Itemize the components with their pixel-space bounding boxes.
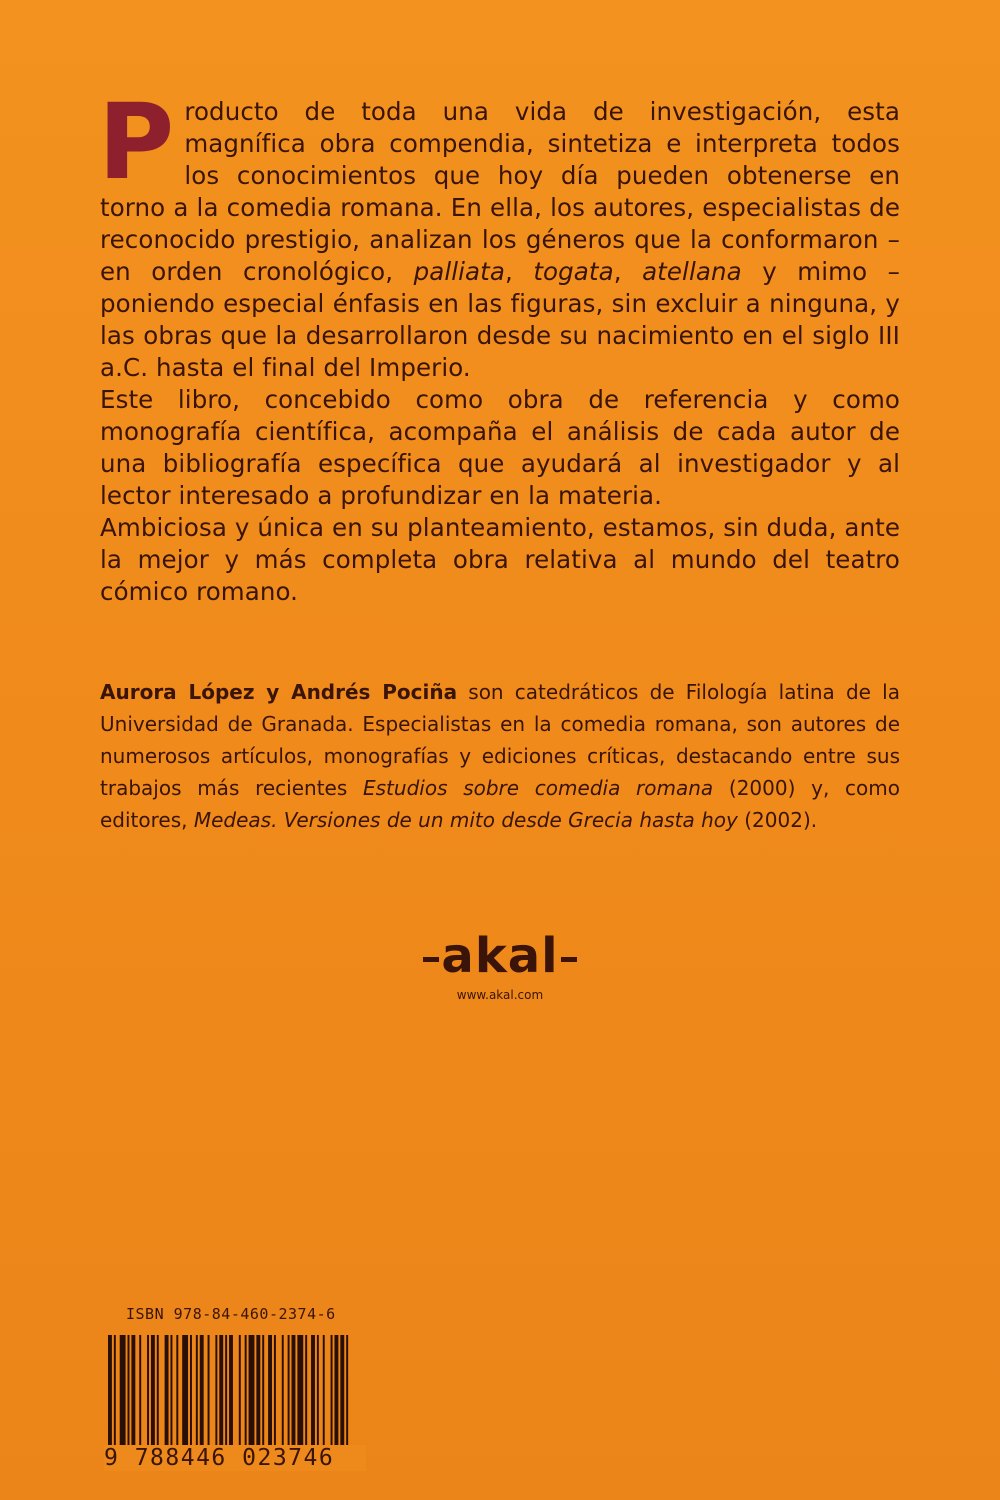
blurb-paragraph-3: Ambiciosa y única en su planteamiento, estamos, sin duda, ante la mejor y más completa obra relativa al mundo del teatro cómico romano. xyxy=(100,513,900,606)
blurb-p1-end: y mimo – poniendo especial énfasis en las figuras, sin excluir a ninguna, y las obras que la desarrollaron desde su nacimiento en el siglo III a.C. hasta el final del Imperio. xyxy=(100,257,900,382)
genre-togata: togata xyxy=(533,257,614,286)
genre-palliata: palliata xyxy=(413,257,505,286)
author-names: Aurora López y Andrés Pociña xyxy=(100,680,458,704)
blurb-paragraph-1 xyxy=(98,81,900,384)
logo-dash-right xyxy=(561,957,577,962)
logo-dash-left xyxy=(423,957,439,962)
publisher-logo-text: akal xyxy=(441,928,559,984)
separator: , xyxy=(504,257,534,286)
genre-atellana: atellana xyxy=(642,257,742,286)
author-bio-text-1: son catedráticos de Filología latina de la Universidad de Granada. Especialistas en la comedia romana, son autores de numerosos artículos, monografías y ediciones críticas, destacando entre sus trabajos más recientes xyxy=(100,680,900,800)
book-title-medeas: Medeas. Versiones de un mito desde Grecia hasta hoy xyxy=(193,808,738,832)
blurb-text xyxy=(98,81,900,608)
author-bio-paragraph xyxy=(100,676,900,836)
blurb-paragraph-2: Este libro, concebido como obra de referencia y como monografía científica, acompaña el análisis de cada autor de una bibliografía específica que ayudará al investigador y al lector interesado a profundizar en la materia. xyxy=(100,385,900,510)
author-bio xyxy=(100,676,900,836)
publisher-block xyxy=(420,930,580,1002)
barcode-block xyxy=(104,1305,366,1485)
publisher-logo xyxy=(421,930,578,982)
author-bio-text-3: (2002). xyxy=(737,808,818,832)
separator: , xyxy=(613,257,643,286)
ean-number: 9 788446 023746 xyxy=(104,1445,366,1471)
isbn-number: ISBN 978-84-460-2374-6 xyxy=(126,1305,336,1323)
drop-cap-letter: P xyxy=(98,81,175,203)
blurb-p1-start: roducto de toda una vida de investigación, esta magnífica obra compendia, sintetiza e interpreta todos los conocimientos que hoy día pueden obtenerse en torno a la comedia romana. En ella, los autores, especialistas de reconocido prestigio, analizan los géneros que la conformaron – en orden cronológico, xyxy=(100,97,900,286)
book-title-estudios: Estudios sobre comedia romana xyxy=(363,776,714,800)
publisher-website: www.akal.com xyxy=(456,988,544,1002)
author-bio-text-2: (2000) y, como editores, xyxy=(100,776,900,832)
